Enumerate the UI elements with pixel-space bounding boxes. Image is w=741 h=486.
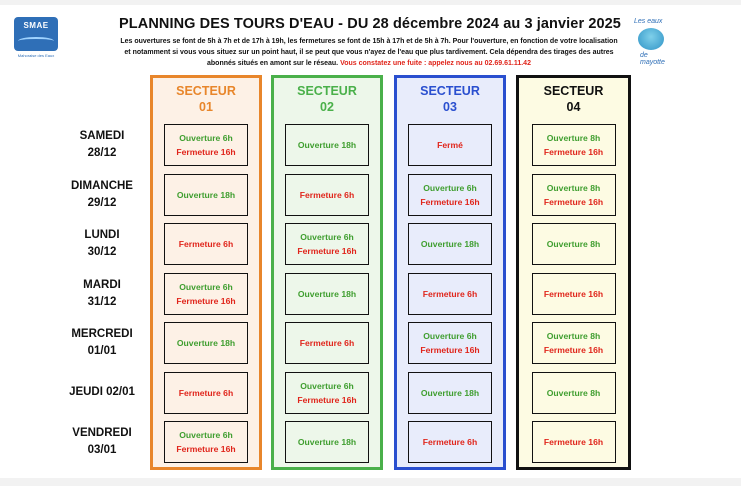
bottom-border: [0, 478, 741, 486]
schedule-entry: Fermeture 16h: [420, 197, 480, 207]
top-border: [0, 0, 741, 5]
schedule-entry: Fermeture 6h: [422, 289, 478, 299]
schedule-cell: [532, 372, 616, 414]
schedule-entry: Fermeture 6h: [299, 338, 355, 348]
info-text: Les ouvertures se font de 5h à 7h et de 17h à 19h, les fermetures se font de 15h à 17h et de 5h à 7h. Pour l'ouverture, en fonction de votre localisation et notamment si vous vous situez sur un point haut, il se peut que vous n'ayez de l'eau que plus tardivement. Cela dépendra des tirages des autres abonnés situés en amont sur le réseau. Vous constatez une fuite : appelez nous au 02.69.61.11.42: [120, 38, 618, 67]
schedule-entry: Fermeture 16h: [543, 197, 604, 207]
day-label: JEUDI 02/01: [69, 386, 135, 398]
schedule-cell: [164, 322, 248, 364]
schedule-entry: Ouverture 18h: [297, 140, 357, 150]
schedule-cell: [408, 322, 492, 364]
schedule-entry: Fermeture 6h: [178, 388, 234, 398]
smae-logo: SMAE Mahoraise des Eaux: [14, 17, 58, 61]
schedule-entry: Fermeture 16h: [297, 246, 357, 256]
schedule-entry: Fermeture 16h: [543, 289, 604, 299]
schedule-entry: Ouverture 6h: [300, 381, 354, 391]
day-label: DIMANCHE 29/12: [71, 180, 133, 209]
sector-header: SECTEUR 01: [176, 84, 236, 114]
schedule-entry: Fermeture 6h: [299, 190, 355, 200]
day-label: LUNDI 30/12: [84, 229, 120, 258]
schedule-entry: Ouverture 8h: [546, 388, 601, 398]
schedule-cell: [285, 372, 369, 414]
schedule-cell: [285, 273, 369, 315]
schedule-entry: Ouverture 6h: [179, 430, 233, 440]
sector-header: SECTEUR 04: [543, 84, 604, 114]
schedule-cell: [532, 124, 616, 166]
schedule-entry: Fermeture 16h: [297, 395, 357, 405]
schedule-entry: Ouverture 6h: [300, 232, 354, 242]
schedule-cell: [285, 421, 369, 463]
schedule-cell: [164, 421, 248, 463]
day-label: VENDREDI 03/01: [72, 427, 132, 456]
schedule-entry: Ouverture 8h: [546, 331, 601, 341]
schedule-entry: Fermeture 16h: [176, 296, 236, 306]
schedule-cell: [164, 174, 248, 216]
day-label: MERCREDI 01/01: [71, 328, 133, 357]
schedule-cell: [532, 273, 616, 315]
schedule-entry: Fermeture 16h: [176, 444, 236, 454]
schedule-cell: [408, 174, 492, 216]
schedule-cell: [408, 372, 492, 414]
schedule-entry: Fermeture 6h: [422, 437, 478, 447]
schedule-cell: [532, 174, 616, 216]
schedule-cell: [408, 124, 492, 166]
schedule-entry: Ouverture 6h: [179, 282, 233, 292]
schedule-entry: Ouverture 18h: [420, 388, 480, 398]
schedule-entry: Ouverture 18h: [420, 239, 480, 249]
schedule-entry: Ouverture 6h: [423, 183, 477, 193]
schedule-entry: Ouverture 6h: [423, 331, 477, 341]
schedule-cell: [285, 322, 369, 364]
leak-notice: Vous constatez une fuite : appelez nous au 02.69.61.11.42: [340, 60, 531, 67]
schedule-entry: Fermeture 6h: [178, 239, 234, 249]
schedule-cell: [164, 273, 248, 315]
schedule-cell: [285, 124, 369, 166]
schedule-cell: [285, 223, 369, 265]
schedule-cell: [164, 372, 248, 414]
schedule-entry: Fermeture 16h: [543, 345, 604, 355]
schedule-cell: [408, 273, 492, 315]
schedule-entry: Ouverture 18h: [176, 190, 236, 200]
schedule-entry: Ouverture 8h: [546, 133, 601, 143]
schedule-cell: [532, 421, 616, 463]
schedule-entry: Fermé: [437, 140, 463, 150]
schedule-entry: Fermeture 16h: [543, 147, 604, 157]
day-label: MARDI 31/12: [83, 279, 121, 308]
schedule-entry: Ouverture 8h: [546, 183, 601, 193]
sector-header: SECTEUR 03: [420, 84, 480, 114]
schedule-cell: [164, 223, 248, 265]
sector-header: SECTEUR 02: [297, 84, 357, 114]
schedule-cell: [408, 421, 492, 463]
schedule-entry: Ouverture 18h: [297, 289, 357, 299]
schedule-cell: [532, 223, 616, 265]
day-label: SAMEDI 28/12: [79, 130, 125, 159]
schedule-entry: Fermeture 16h: [420, 345, 480, 355]
schedule-entry: Fermeture 16h: [176, 147, 236, 157]
schedule-entry: Ouverture 6h: [179, 133, 233, 143]
schedule-entry: Fermeture 16h: [543, 437, 604, 447]
schedule-cell: [285, 174, 369, 216]
page-title: PLANNING DES TOURS D'EAU - DU 28 décembre 2024 au 3 janvier 2025: [119, 16, 621, 32]
schedule-cell: [164, 124, 248, 166]
schedule-entry: Ouverture 18h: [297, 437, 357, 447]
schedule-entry: Ouverture 18h: [176, 338, 236, 348]
schedule-cell: [532, 322, 616, 364]
schedule-cell: [408, 223, 492, 265]
schedule-entry: Ouverture 8h: [546, 239, 601, 249]
eaux-de-mayotte-logo: Les eaux de mayotte: [634, 18, 665, 66]
